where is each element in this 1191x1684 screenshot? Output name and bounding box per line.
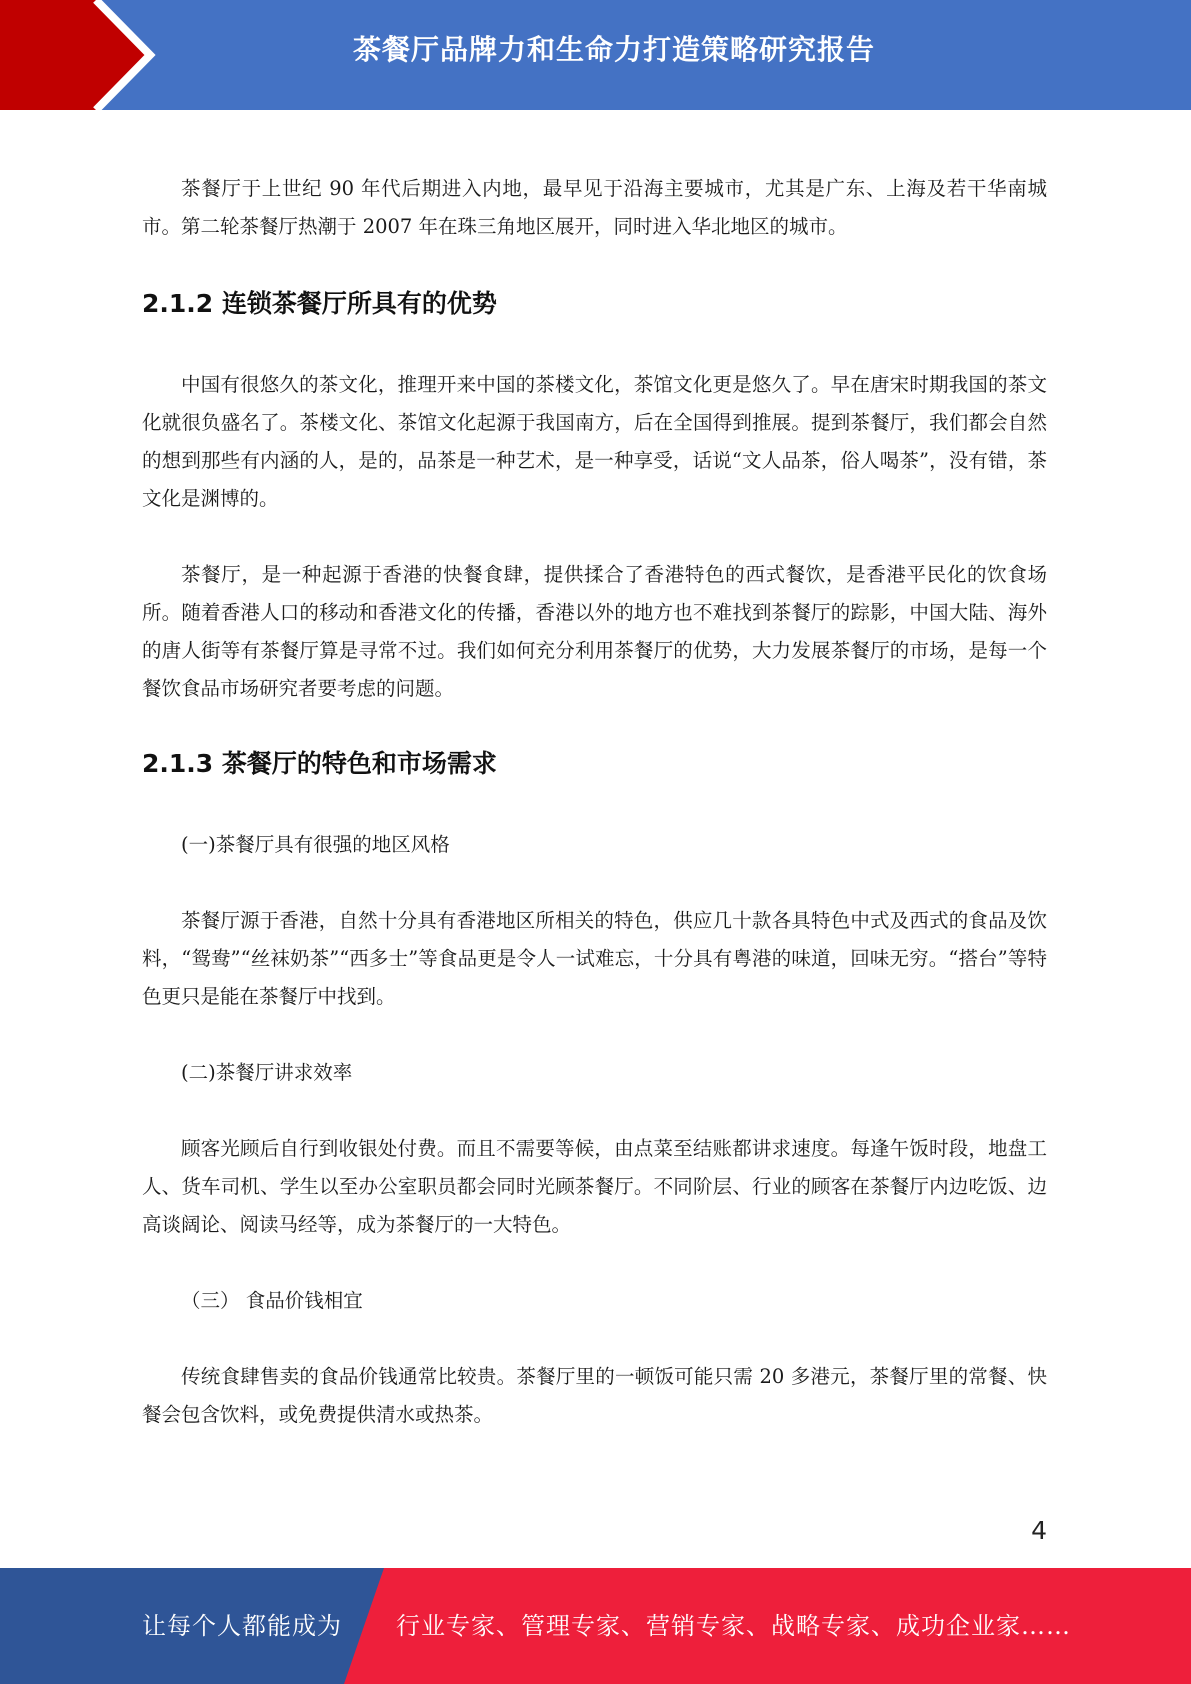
subheading: (二)茶餐厅讲求效率 [181, 1061, 353, 1084]
footer-slogan-right: 行业专家、管理专家、营销专家、战略专家、成功企业家…… [396, 1612, 1071, 1640]
page-number: 4 [1031, 1516, 1047, 1545]
intro-paragraph: 茶餐厅于上世纪 90 年代后期进入内地，最早见于沿海主要城市，尤其是广东、上海及若干华南城市。第二轮茶餐厅热潮于 2007 年在珠三角地区展开，同时进入华北地区的城市。 [142, 177, 1047, 238]
subheading: (一)茶餐厅具有很强的地区风格 [181, 833, 450, 856]
report-title: 茶餐厅品牌力和生命力打造策略研究报告 [352, 33, 875, 66]
document-body [142, 170, 1047, 1472]
section-heading-2-1-3: 2.1.3 茶餐厅的特色和市场需求 [142, 749, 497, 778]
paragraph: 传统食肆售卖的食品价钱通常比较贵。茶餐厅里的一顿饭可能只需 20 多港元，茶餐厅里的常餐、快餐会包含饮料，或免费提供清水或热茶。 [142, 1365, 1047, 1426]
section-heading-2-1-2: 2.1.2 连锁茶餐厅所具有的优势 [142, 289, 497, 318]
paragraph: 顾客光顾后自行到收银处付费。而且不需要等候，由点菜至结账都讲求速度。每逢午饭时段，地盘工人、货车司机、学生以至办公室职员都会同时光顾茶餐厅。不同阶层、行业的顾客在茶餐厅内边吃饭、边高谈阔论、阅读马经等，成为茶餐厅的一大特色。 [142, 1137, 1047, 1236]
page-footer-band [0, 1568, 1191, 1684]
subheading: （三） 食品价钱相宜 [181, 1289, 363, 1312]
footer-slogan-left: 让每个人都能成为 [142, 1612, 342, 1640]
paragraph: 中国有很悠久的茶文化，推理开来中国的茶楼文化，茶馆文化更是悠久了。早在唐宋时期我国的茶文化就很负盛名了。茶楼文化、茶馆文化起源于我国南方，后在全国得到推展。提到茶餐厅，我们都会自然的想到那些有内涵的人，是的，品茶是一种艺术，是一种享受，话说“文人品茶，俗人喝茶”，没有错，茶文化是渊博的。 [142, 373, 1047, 510]
paragraph: 茶餐厅源于香港，自然十分具有香港地区所相关的特色，供应几十款各具特色中式及西式的食品及饮料，“鸳鸯”“丝袜奶茶”“西多士”等食品更是令人一试难忘，十分具有粤港的味道，回味无穷。“搭台”等特色更只是能在茶餐厅中找到。 [142, 909, 1047, 1008]
page-header-band [0, 0, 1191, 110]
paragraph: 茶餐厅，是一种起源于香港的快餐食肆，提供揉合了香港特色的西式餐饮，是香港平民化的饮食场所。随着香港人口的移动和香港文化的传播，香港以外的地方也不难找到茶餐厅的踪影，中国大陆、海外的唐人街等有茶餐厅算是寻常不过。我们如何充分利用茶餐厅的优势，大力发展茶餐厅的市场，是每一个餐饮食品市场研究者要考虑的问题。 [142, 563, 1047, 700]
